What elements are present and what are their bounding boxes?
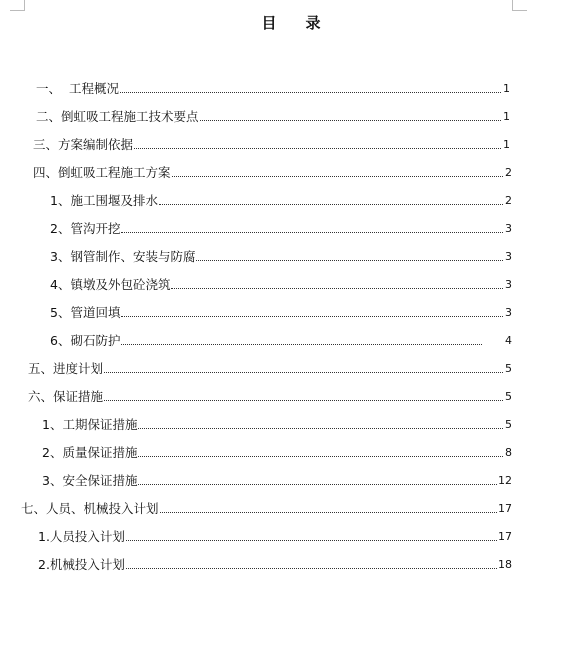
toc-entry-label: 2、质量保证措施 [42,445,138,460]
toc-entry-page: 3 [505,306,512,319]
toc-leader [200,119,501,121]
toc-entry-label: 一、 工程概况 [36,81,119,96]
toc-entry-page: 3 [505,222,512,235]
toc-entry-page: 17 [498,530,512,543]
toc-entry[interactable] [42,471,512,489]
toc-entry-label: 5、管道回填 [50,305,121,320]
toc-entry-label: 二、倒虹吸工程施工技术要点 [36,109,199,124]
toc-entry-page: 1 [503,82,510,95]
margin-corner-mark [512,0,527,11]
toc-entry-page: 5 [505,390,512,403]
toc-entry-label: 1、工期保证措施 [42,417,138,432]
toc-entry-label: 1、施工围堰及排水 [50,193,158,208]
toc-leader [104,399,503,401]
toc-entry-label: 4、镇墩及外包砼浇筑 [50,277,171,292]
toc-leader [172,175,503,177]
toc-entry-label: 四、倒虹吸工程施工方案 [33,165,171,180]
toc-entry-label: 6、砌石防护 [50,333,121,348]
toc-leader [120,91,501,93]
toc-leader [104,371,503,373]
page-title [0,12,583,33]
toc-leader [138,483,497,485]
toc-leader [134,147,501,149]
toc-entry[interactable] [50,275,512,293]
toc-entry[interactable] [36,107,510,125]
toc-entry[interactable] [50,247,512,265]
toc-leader [196,259,503,261]
toc-entry[interactable] [28,387,512,405]
toc-leader [160,511,497,513]
toc-entry-page: 18 [498,558,512,571]
toc-entry[interactable] [21,499,512,517]
toc-entry[interactable] [42,443,512,461]
toc-leader [121,315,503,317]
toc-entry-label: 六、保证措施 [28,389,104,404]
toc-leader [126,539,497,541]
toc-entry-page: 17 [498,502,512,515]
toc-entry[interactable] [33,163,512,181]
toc-entry-label: 3、安全保证措施 [42,473,138,488]
toc-entry-page: 1 [503,110,510,123]
toc-entry[interactable] [50,303,512,321]
toc-entry-page: 3 [505,250,512,263]
toc-entry-page: 8 [505,446,512,459]
toc-entry[interactable] [50,219,512,237]
toc-entry[interactable] [36,79,510,97]
toc-entry-label: 2.机械投入计划 [38,557,125,572]
toc-entry[interactable] [42,415,512,433]
toc-entry-page: 3 [505,278,512,291]
toc-entry[interactable] [38,555,512,573]
title-part: 录 [305,14,322,32]
toc-entry-label: 3、钢管制作、安装与防腐 [50,249,196,264]
toc-entry-page: 12 [498,474,512,487]
toc-leader [159,203,503,205]
toc-entry-label: 1.人员投入计划 [38,529,125,544]
toc-leader [171,287,503,289]
title-part: 目 [261,14,278,32]
toc-entry-page: 4 [505,334,512,347]
toc-leader [138,427,503,429]
toc-entry-page: 2 [505,194,512,207]
toc-entry-label: 七、人员、机械投入计划 [21,501,159,516]
toc-entry-page: 2 [505,166,512,179]
toc-entry[interactable] [33,135,510,153]
toc-entry-label: 三、方案编制依据 [33,137,134,152]
toc-entry-label: 2、管沟开挖 [50,221,121,236]
toc-leader [126,567,497,569]
toc-entry-label: 五、进度计划 [28,361,104,376]
toc-entry[interactable] [50,191,512,209]
toc-leader [121,343,482,345]
margin-corner-mark [10,0,25,11]
toc-entry[interactable] [28,359,512,377]
toc-entry[interactable] [38,527,512,545]
toc-entry-page: 1 [503,138,510,151]
toc-entry[interactable] [50,331,512,349]
toc-entry-page: 5 [505,362,512,375]
toc-entry-page: 5 [505,418,512,431]
toc-leader [121,231,503,233]
toc-leader [138,455,503,457]
